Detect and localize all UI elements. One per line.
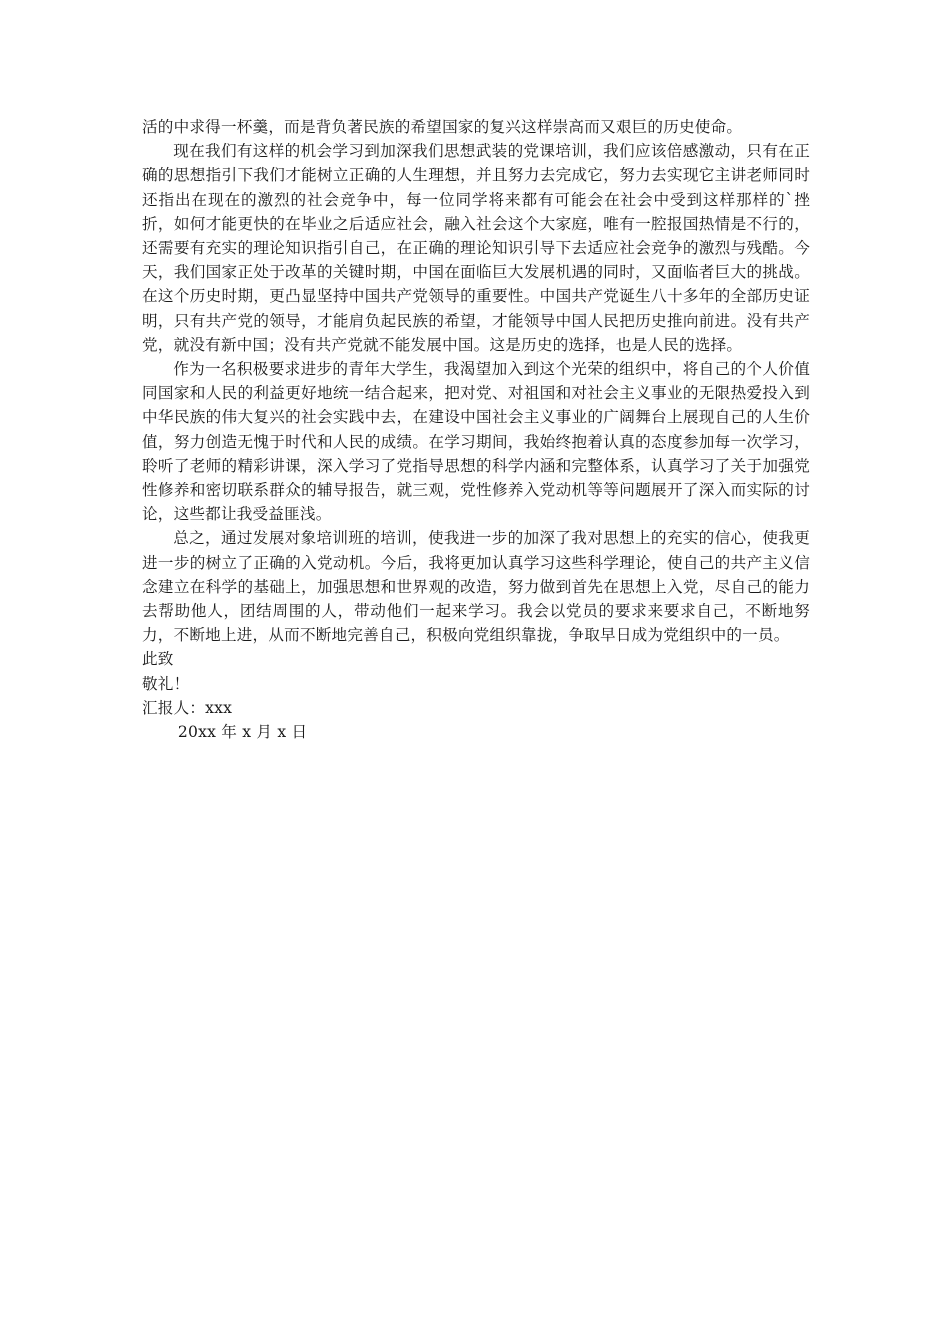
document-body xyxy=(142,115,810,744)
closing-salutation-1: 此致 xyxy=(142,650,174,669)
report-date: 20xx 年 x 月 x 日 xyxy=(177,723,308,742)
reporter-signature: 汇报人：xxx xyxy=(142,698,233,717)
closing-salutation-2: 敬礼！ xyxy=(142,674,190,693)
paragraph-conclusion: 总之，通过发展对象培训班的培训，使我进一步的加深了我对思想上的充实的信心，使我更进一步的树立了正确的入党动机。今后，我将更加认真学习这些科学理论，使自己的共产主义信念建立在科学的基础上，加强思想和世界观的改造，努力做到首先在思想上入党，尽自己的能力去帮助他人，团结周围的人，带动他们一起来学习。我会以党员的要求来要求自己，不断地努力，不断地上进，从而不断地完善自己，积极向党组织靠拢，争取早日成为党组织中的一员。 xyxy=(142,529,810,645)
paragraph-student-aspiration: 作为一名积极要求进步的青年大学生，我渴望加入到这个光荣的组织中，将自己的个人价值同国家和人民的利益更好地统一结合起来，把对党、对祖国和对社会主义事业的无限热爱投入到中华民族的伟大复兴的社会实践中去，在建设中国社会主义事业的广阔舞台上展现自己的人生价值，努力创造无愧于时代和人民的成绩。在学习期间，我始终抱着认真的态度参加每一次学习，聆听了老师的精彩讲课，深入学习了党指导思想的科学内涵和完整体系，认真学习了关于加强党性修养和密切联系群众的辅导报告，就三观，党性修养入党动机等等问题展开了深入而实际的讨论，这些都让我受益匪浅。 xyxy=(142,360,810,524)
paragraph-party-training: 现在我们有这样的机会学习到加深我们思想武装的党课培训，我们应该倍感激动，只有在正确的思想指引下我们才能树立正确的人生理想，并且努力去完成它，努力去实现它主讲老师同时还指出在现在的激烈的社会竞争中，每一位同学将来都有可能会在社会中受到这样那样的`挫折，如何才能更快的在毕业之后适应社会，融入社会这个大家庭，唯有一腔报国热情是不行的，还需要有充实的理论知识指引自己，在正确的理论知识引导下去适应社会竞争的激烈与残酷。今天，我们国家正处于改革的关键时期，中国在面临巨大发展机遇的同时，又面临者巨大的挑战。在这个历史时期，更凸显坚持中国共产党领导的重要性。中国共产党诞生八十多年的全部历史证明，只有共产党的领导，才能肩负起民族的希望，才能领导中国人民把历史推向前进。没有共产党，就没有新中国；没有共产党就不能发展中国。这是历史的选择，也是人民的选择。 xyxy=(142,142,810,354)
paragraph-continuation: 活的中求得一杯羹，而是背负著民族的希望国家的复兴这样崇高而又艰巨的历史使命。 xyxy=(142,118,743,136)
